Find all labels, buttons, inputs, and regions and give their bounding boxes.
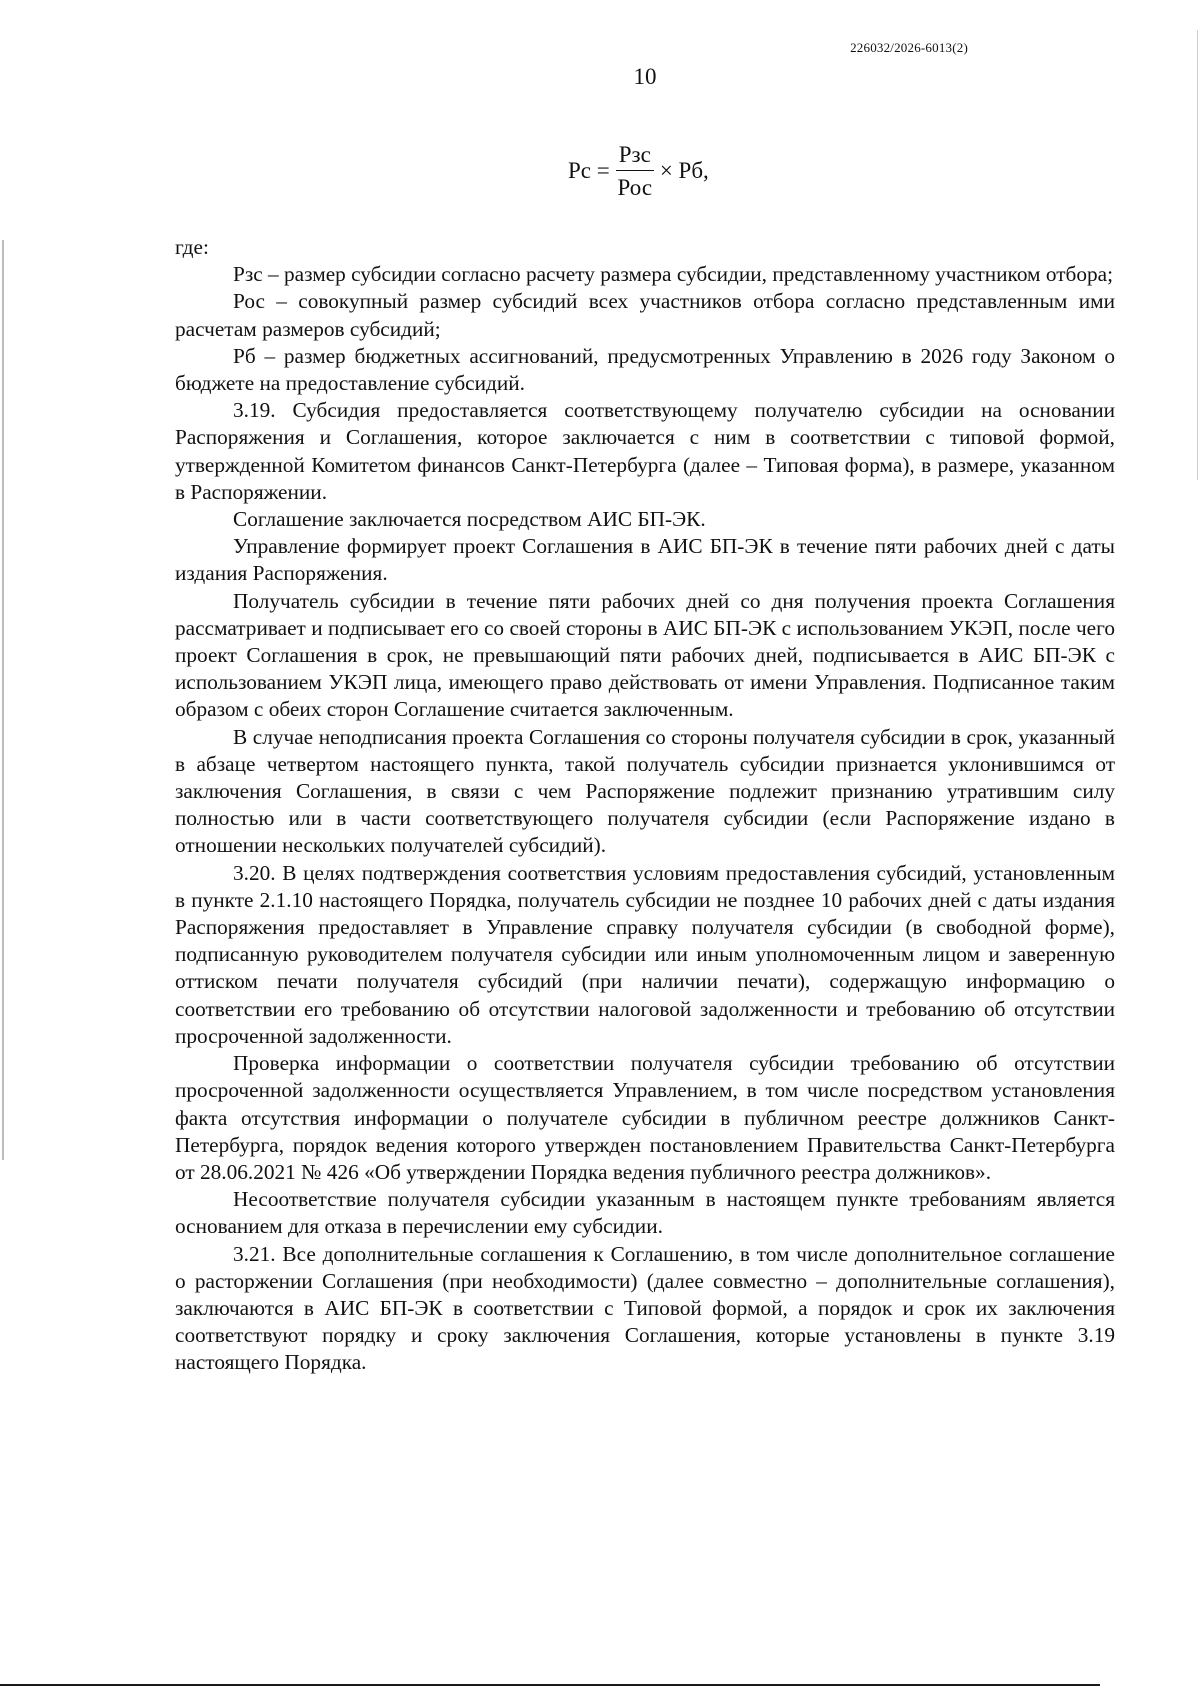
paragraph-3-20: 3.20. В целях подтверждения соответствия условиям предоставления субсидий, установленным в пункте 2.1.10 настоящего Порядка, получатель субсидии не позднее 10 рабочих дней с даты издания Распоряжения предоставляет в Управление справку получателя субсидии (в свободной форме), подписанную руководителем получателя субсидии или иным уполномоченным лицом и заверенную оттиском печати получателя субсидий (при наличии печати), содержащую информацию о соответствии его требованию об отсутствии налоговой задолженности и требованию об отсутствии просроченной задолженности. xyxy=(175,860,1115,1048)
scan-edge-bottom xyxy=(0,1684,1100,1686)
paragraph-3-19-agreement: Соглашение заключается посредством АИС БП-ЭК. xyxy=(233,507,706,532)
paragraph-where: где: xyxy=(175,235,209,259)
paragraph-definition-rb: Рб – размер бюджетных ассигнований, предусмотренных Управлению в 2026 году Законом о бюджете на предоставление субсидий. xyxy=(175,343,1115,396)
paragraph-3-21: 3.21. Все дополнительные соглашения к Соглашению, в том числе дополнительное соглашение о расторжении Соглашения (при необходимости) (далее совместно – дополнительные соглашения), заключаются в АИС БП-ЭК в соответствии с Типовой формой, а порядок и срок их заключения соответствуют порядку и сроку заключения Соглашения, которые установлены в пункте 3.19 настоящего Порядка. xyxy=(175,1241,1115,1375)
paragraph-definition-rzs: Рзс – размер субсидии согласно расчету размера субсидии, представленному участником отбора; xyxy=(233,262,1114,287)
paragraph-definition-ros: Рос – совокупный размер субсидий всех участников отбора согласно представленным ими расчетам размеров субсидий; xyxy=(175,289,1115,341)
page-number: 10 xyxy=(633,64,657,89)
paragraph-3-20-refusal: Несоответствие получателя субсидии указанным в настоящем пункте требованиям является основанием для отказа в перечислении ему субсидии. xyxy=(175,1187,1115,1239)
scan-edge-left xyxy=(2,240,4,1160)
document-code: 226032/2026-6013(2) xyxy=(850,40,968,55)
paragraph-3-19-non-signing: В случае неподписания проекта Соглашения со стороны получателя субсидии в срок, указанный в абзаце четвертом настоящего пункта, такой получатель субсидии признается уклонившимся от заключения Соглашения, в связи с чем Распоряжение подлежит признанию утратившим силу полностью или в части соответствующего получателя субсидии (если Распоряжение издано в отношении нескольких получателей субсидий). xyxy=(175,724,1115,858)
formula-lhs: Рс = xyxy=(568,158,610,183)
paragraph-3-19: 3.19. Субсидия предоставляется соответствующему получателю субсидии на основании Распоряжения и Соглашения, которое заключается с ним в соответствии с типовой формой, утвержденной Комитетом финансов Санкт-Петербурга (далее – Типовая форма), в размере, указанном в Распоряжении. xyxy=(175,398,1115,504)
formula-numerator: Рзс xyxy=(616,140,654,171)
paragraph-3-20-verification: Проверка информации о соответствии получателя субсидии требованию об отсутствии просроченной задолженности осуществляется Управлением, в том числе посредством установления факта отсутствия информации о получателе субсидии в публичном реестре должников Санкт-Петербурга, порядок ведения которого утвержден постановлением Правительства Санкт-Петербурга от 28.06.2021 № 426 «Об утверждении Порядка ведения публичного реестра должников». xyxy=(175,1051,1115,1184)
document-body xyxy=(175,234,1115,1377)
formula-rhs: × Рб, xyxy=(659,158,709,183)
subsidy-formula xyxy=(568,140,709,202)
formula-fraction xyxy=(616,140,654,202)
scan-edge-right xyxy=(1197,30,1199,480)
formula-denominator: Рос xyxy=(617,175,653,200)
paragraph-3-19-draft: Управление формирует проект Соглашения в АИС БП-ЭК в течение пяти рабочих дней с даты издания Распоряжения. xyxy=(175,534,1115,586)
paragraph-3-19-signing: Получатель субсидии в течение пяти рабочих дней со дня получения проекта Соглашения рассматривает и подписывает его со своей стороны в АИС БП-ЭК с использованием УКЭП, после чего проект Соглашения в срок, не превышающий пяти рабочих дней, подписывается в АИС БП-ЭК с использованием УКЭП лица, имеющего право действовать от имени Управления. Подписанное таким образом с обеих сторон Соглашение считается заключенным. xyxy=(175,588,1115,722)
